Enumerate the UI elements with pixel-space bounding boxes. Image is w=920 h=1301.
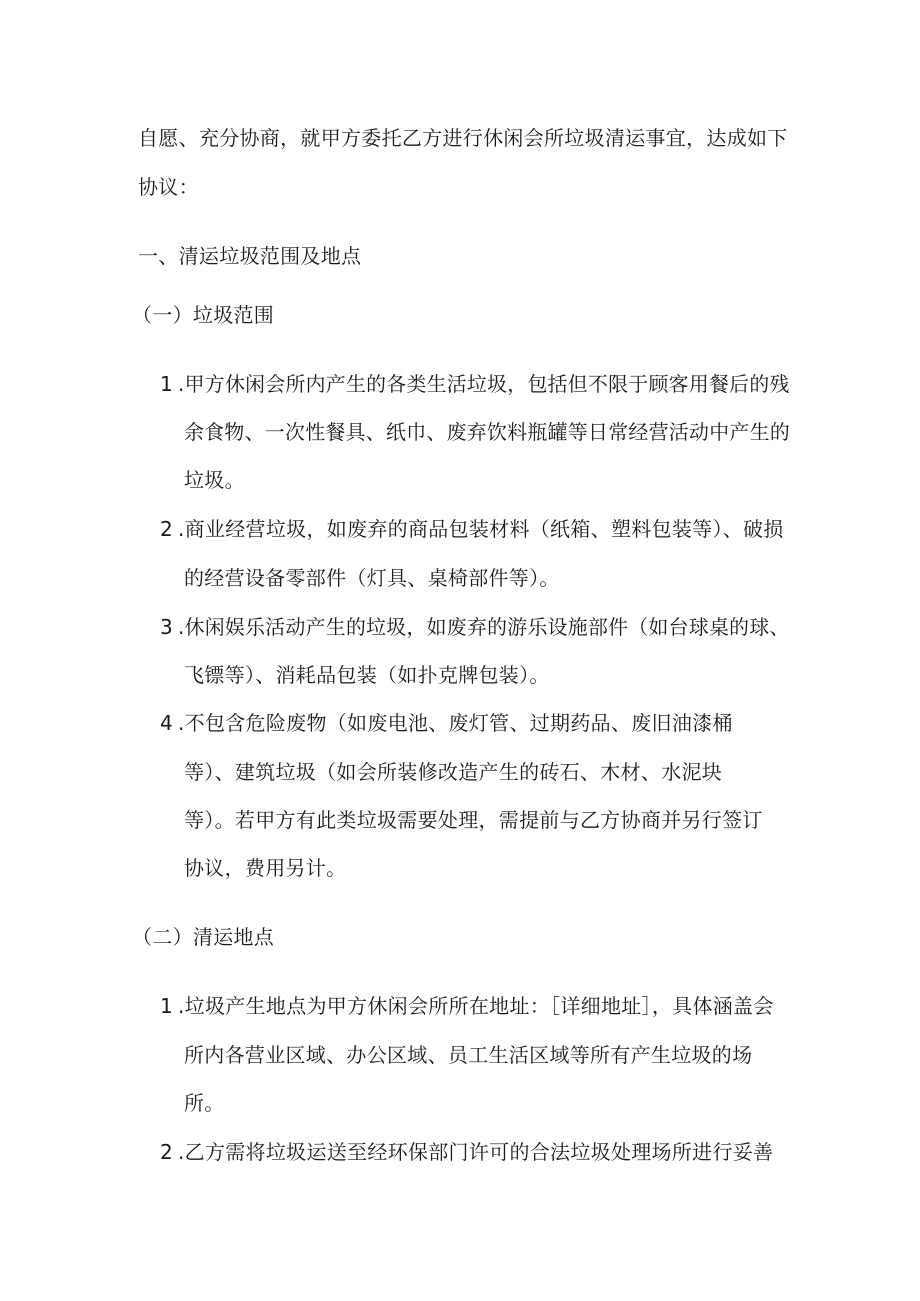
list-item-line: .甲方休闲会所内产生的各类生活垃圾，包括但不限于顾客用餐后的残 [178, 372, 790, 396]
list-item-line: .商业经营垃圾，如废弃的商品包装材料（纸箱、塑料包装等）、破损 [178, 517, 784, 541]
list-item-number: 2 [160, 517, 173, 541]
list-item-line: .休闲娱乐活动产生的垃圾，如废弃的游乐设施部件（如台球桌的球、 [178, 615, 790, 639]
list-item-line: 垃圾。 [184, 468, 245, 492]
list-item-number: 4 [160, 711, 173, 735]
list-item-line: 协议，费用另计。 [184, 856, 347, 880]
subsection-heading-location: （二）清运地点 [132, 925, 275, 949]
list-item-number: 1 [160, 994, 173, 1018]
list-item-line: 等）、建筑垃圾（如会所装修改造产生的砖石、木材、水泥块 [184, 760, 723, 784]
list-item-line: .不包含危险废物（如废电池、废灯管、过期药品、废旧油漆桶 [178, 711, 733, 735]
list-item-line: 等）。若甲方有此类垃圾需要处理，需提前与乙方协商并另行签订 [184, 808, 763, 832]
list-item-line: 飞镖等）、消耗品包装（如扑克牌包装）。 [184, 663, 550, 687]
list-item-line: 余食物、一次性餐具、纸巾、废弃饮料瓶罐等日常经营活动中产生的 [184, 420, 791, 444]
list-item-line: 的经营设备零部件（灯具、桌椅部件等）。 [184, 566, 560, 590]
list-item-number: 1 [160, 372, 173, 396]
list-item-line: .垃圾产生地点为甲方休闲会所所在地址：［详细地址］，具体涵盖会 [178, 994, 774, 1018]
intro-line-1: 自愿、充分协商，就甲方委托乙方进行休闲会所垃圾清运事宜，达成如下 [138, 126, 788, 150]
intro-line-2: 协议： [138, 175, 199, 199]
list-item-number: 2 [160, 1140, 173, 1164]
list-item-line: .乙方需将垃圾运送至经环保部门许可的合法垃圾处理场所进行妥善 [178, 1140, 774, 1164]
list-item-number: 3 [160, 615, 173, 639]
section-heading: 一、清运垃圾范围及地点 [138, 244, 362, 268]
list-item-line: 所。 [184, 1091, 225, 1115]
list-item-line: 所内各营业区域、办公区域、员工生活区域等所有产生垃圾的场 [184, 1043, 753, 1067]
subsection-heading-scope: （一）垃圾范围 [132, 303, 275, 327]
